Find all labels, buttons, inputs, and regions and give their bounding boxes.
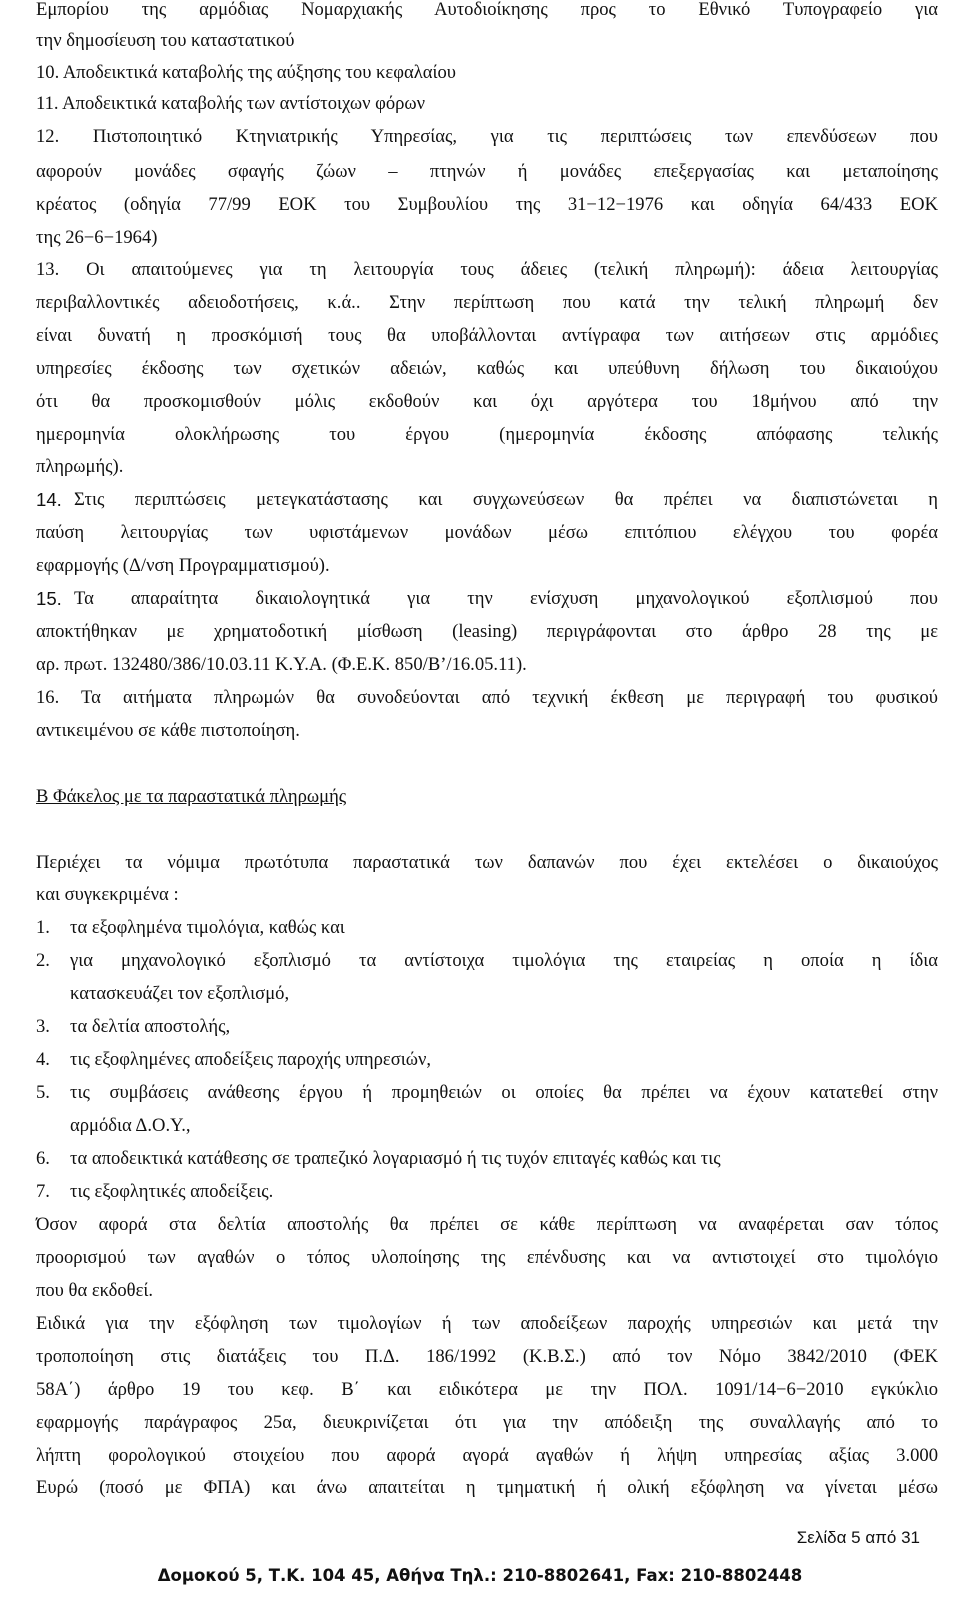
list-text: τις εξοφλημένες αποδείξεις παροχής υπηρεσιών, [70,1049,432,1070]
text-line: 11. Αποδεικτικά καταβολής των αντίστοιχων φόρων [36,93,426,114]
text-line: 58Α΄) άρθρο 19 του κεφ. Β΄ και ειδικότερα με την ΠΟΛ. 1091/14−6−2010 εγκύκλιο [36,1379,938,1400]
list-text: για μηχανολογικό εξοπλισμό τα αντίστοιχα τιμολόγια της εταιρείας η οποία η ίδια [70,950,938,971]
text-line: Όσον αφορά στα δελτία αποστολής θα πρέπει σε κάθε περίπτωση να αναφέρεται σαν τόπος [36,1214,938,1235]
footer-address: Δομοκού 5, Τ.Κ. 104 45, Αθήνα Τηλ.: 210-8802641, Fax: 210-8802448 [157,1566,803,1585]
text-line: περιβαλλοντικές αδειοδοτήσεις, κ.ά.. Στην περίπτωση που κατά την τελική πληρωμή δεν [36,292,938,313]
text-line: προορισμού των αγαθών ο τόπος υλοποίησης της επένδυσης και να αντιστοιχεί στο τιμολόγιο [36,1247,938,1268]
text-line: είναι δυνατή η προσκόμισή τους θα υποβάλλονται αντίγραφα των αιτήσεων στις αρμόδιες [36,325,938,346]
text-line: 13. Οι απαιτούμενες για τη λειτουργία τους άδειες (τελική πληρωμή): άδεια λειτουργίας [36,259,938,280]
list-number: 1. [36,917,50,938]
list-text: κατασκευάζει τον εξοπλισμό, [70,983,290,1004]
list-text: τα δελτία αποστολής, [70,1016,231,1037]
list-item [36,1044,938,1076]
text-line: εφαρμογής (Δ/νση Προγραμματισμού). [36,555,330,576]
text-line: υπηρεσίες έκδοσης των σχετικών αδειών, καθώς και υπεύθυνη δήλωση του δικαιούχου [36,358,938,379]
text-line: Τα απαραίτητα δικαιολογητικά για την ενίσχυση μηχανολογικού εξοπλισμού που [74,588,938,609]
text-line: 12. Πιστοποιητικό Κτηνιατρικής Υπηρεσίας, για τις περιπτώσεις των επενδύσεων που [36,126,938,147]
list-item [36,1011,938,1043]
text-line: 10. Αποδεικτικά καταβολής της αύξησης του κεφαλαίου [36,62,456,83]
text-line: αποκτήθηκαν με χρηματοδοτική μίσθωση (leasing) περιγράφονται στο άρθρο 28 της με [36,621,938,642]
text-line: τροποποίηση στις διατάξεις του Π.Δ. 186/1992 (Κ.Β.Σ.) από τον Νόμο 3842/2010 (ΦΕΚ [36,1346,938,1367]
item-number: 14. [36,489,62,510]
text-line: αφορούν μονάδες σφαγής ζώων – πτηνών ή μονάδες επεξεργασίας και μεταποίησης [36,161,938,182]
page-number: Σελίδα 5 από 31 [796,1528,920,1547]
list-item [36,912,938,944]
text-line: και συγκεκριμένα : [36,884,179,905]
text-line: της 26−6−1964) [36,227,158,248]
text-line: την δημοσίευση του καταστατικού [36,30,295,51]
numbered-item-14 [36,484,938,516]
text-line: πληρωμής). [36,456,124,477]
text-line: Ευρώ (ποσό με ΦΠΑ) και άνω απαιτείται η τμηματική ή ολική εξόφληση να γίνεται μέσω [36,1477,938,1498]
list-text: τις εξοφλητικές αποδείξεις. [70,1181,274,1202]
text-line: Ειδικά για την εξόφληση των τιμολογίων ή των αποδείξεων παροχής υπηρεσιών και μετά την [36,1313,938,1334]
text-line: Στις περιπτώσεις μετεγκατάστασης και συγχωνεύσεων θα πρέπει να διαπιστώνεται η [74,489,938,510]
list-number: 2. [36,950,50,971]
list-text: τα εξοφλημένα τιμολόγια, καθώς και [70,917,345,938]
text-line: ημερομηνία ολοκλήρωσης του έργου (ημερομηνία έκδοσης απόφασης τελικής [36,424,938,445]
list-number: 7. [36,1181,50,1202]
list-item [36,945,938,977]
text-line: παύση λειτουργίας των υφιστάμενων μονάδων μέσω επιτόπιου ελέγχου του φορέα [36,522,938,543]
list-item [36,1176,938,1208]
list-text: τα αποδεικτικά κατάθεσης σε τραπεζικό λογαριασμό ή τις τυχόν επιταγές καθώς και τις [70,1148,721,1169]
list-number: 6. [36,1148,50,1169]
text-line: κρέατος (οδηγία 77/99 ΕΟΚ του Συμβουλίου της 31−12−1976 και οδηγία 64/433 ΕΟΚ [36,194,938,215]
text-line: αντικειμένου σε κάθε πιστοποίηση. [36,720,300,741]
list-item [36,1077,938,1109]
item-number: 15. [36,588,62,609]
list-text: τις συμβάσεις ανάθεσης έργου ή προμηθειών οι οποίες θα πρέπει να έχουν κατατεθεί στην [70,1082,938,1103]
list-item [36,1143,938,1175]
section-heading: Β Φάκελος με τα παραστατικά πληρωμής [36,786,347,807]
text-line: Εμπορίου της αρμόδιας Νομαρχιακής Αυτοδιοίκησης προς το Εθνικό Τυπογραφείο για [36,0,938,20]
text-line: Περιέχει τα νόμιμα πρωτότυπα παραστατικά των δαπανών που έχει εκτελέσει ο δικαιούχος [36,852,938,873]
text-line: ότι θα προσκομισθούν μόλις εκδοθούν και όχι αργότερα του 18μήνου από την [36,391,938,412]
text-line: αρ. πρωτ. 132480/386/10.03.11 Κ.Υ.Α. (Φ.Ε.Κ. 850/Β’/16.05.11). [36,654,527,675]
text-line: λήπτη φορολογικού στοιχείου που αφορά αγορά αγαθών ή λήψη υπηρεσίας αξίας 3.000 [36,1445,938,1466]
list-text: αρμόδια Δ.Ο.Υ., [70,1115,191,1136]
text-line: που θα εκδοθεί. [36,1280,154,1301]
text-line: εφαρμογής παράγραφος 25α, διευκρινίζεται ότι για την απόδειξη της συναλλαγής από το [36,1412,938,1433]
numbered-item-15 [36,583,938,615]
list-number: 5. [36,1082,50,1103]
list-number: 4. [36,1049,50,1070]
list-number: 3. [36,1016,50,1037]
text-line: 16. Τα αιτήματα πληρωμών θα συνοδεύονται από τεχνική έκθεση με περιγραφή του φυσικού [36,687,938,708]
